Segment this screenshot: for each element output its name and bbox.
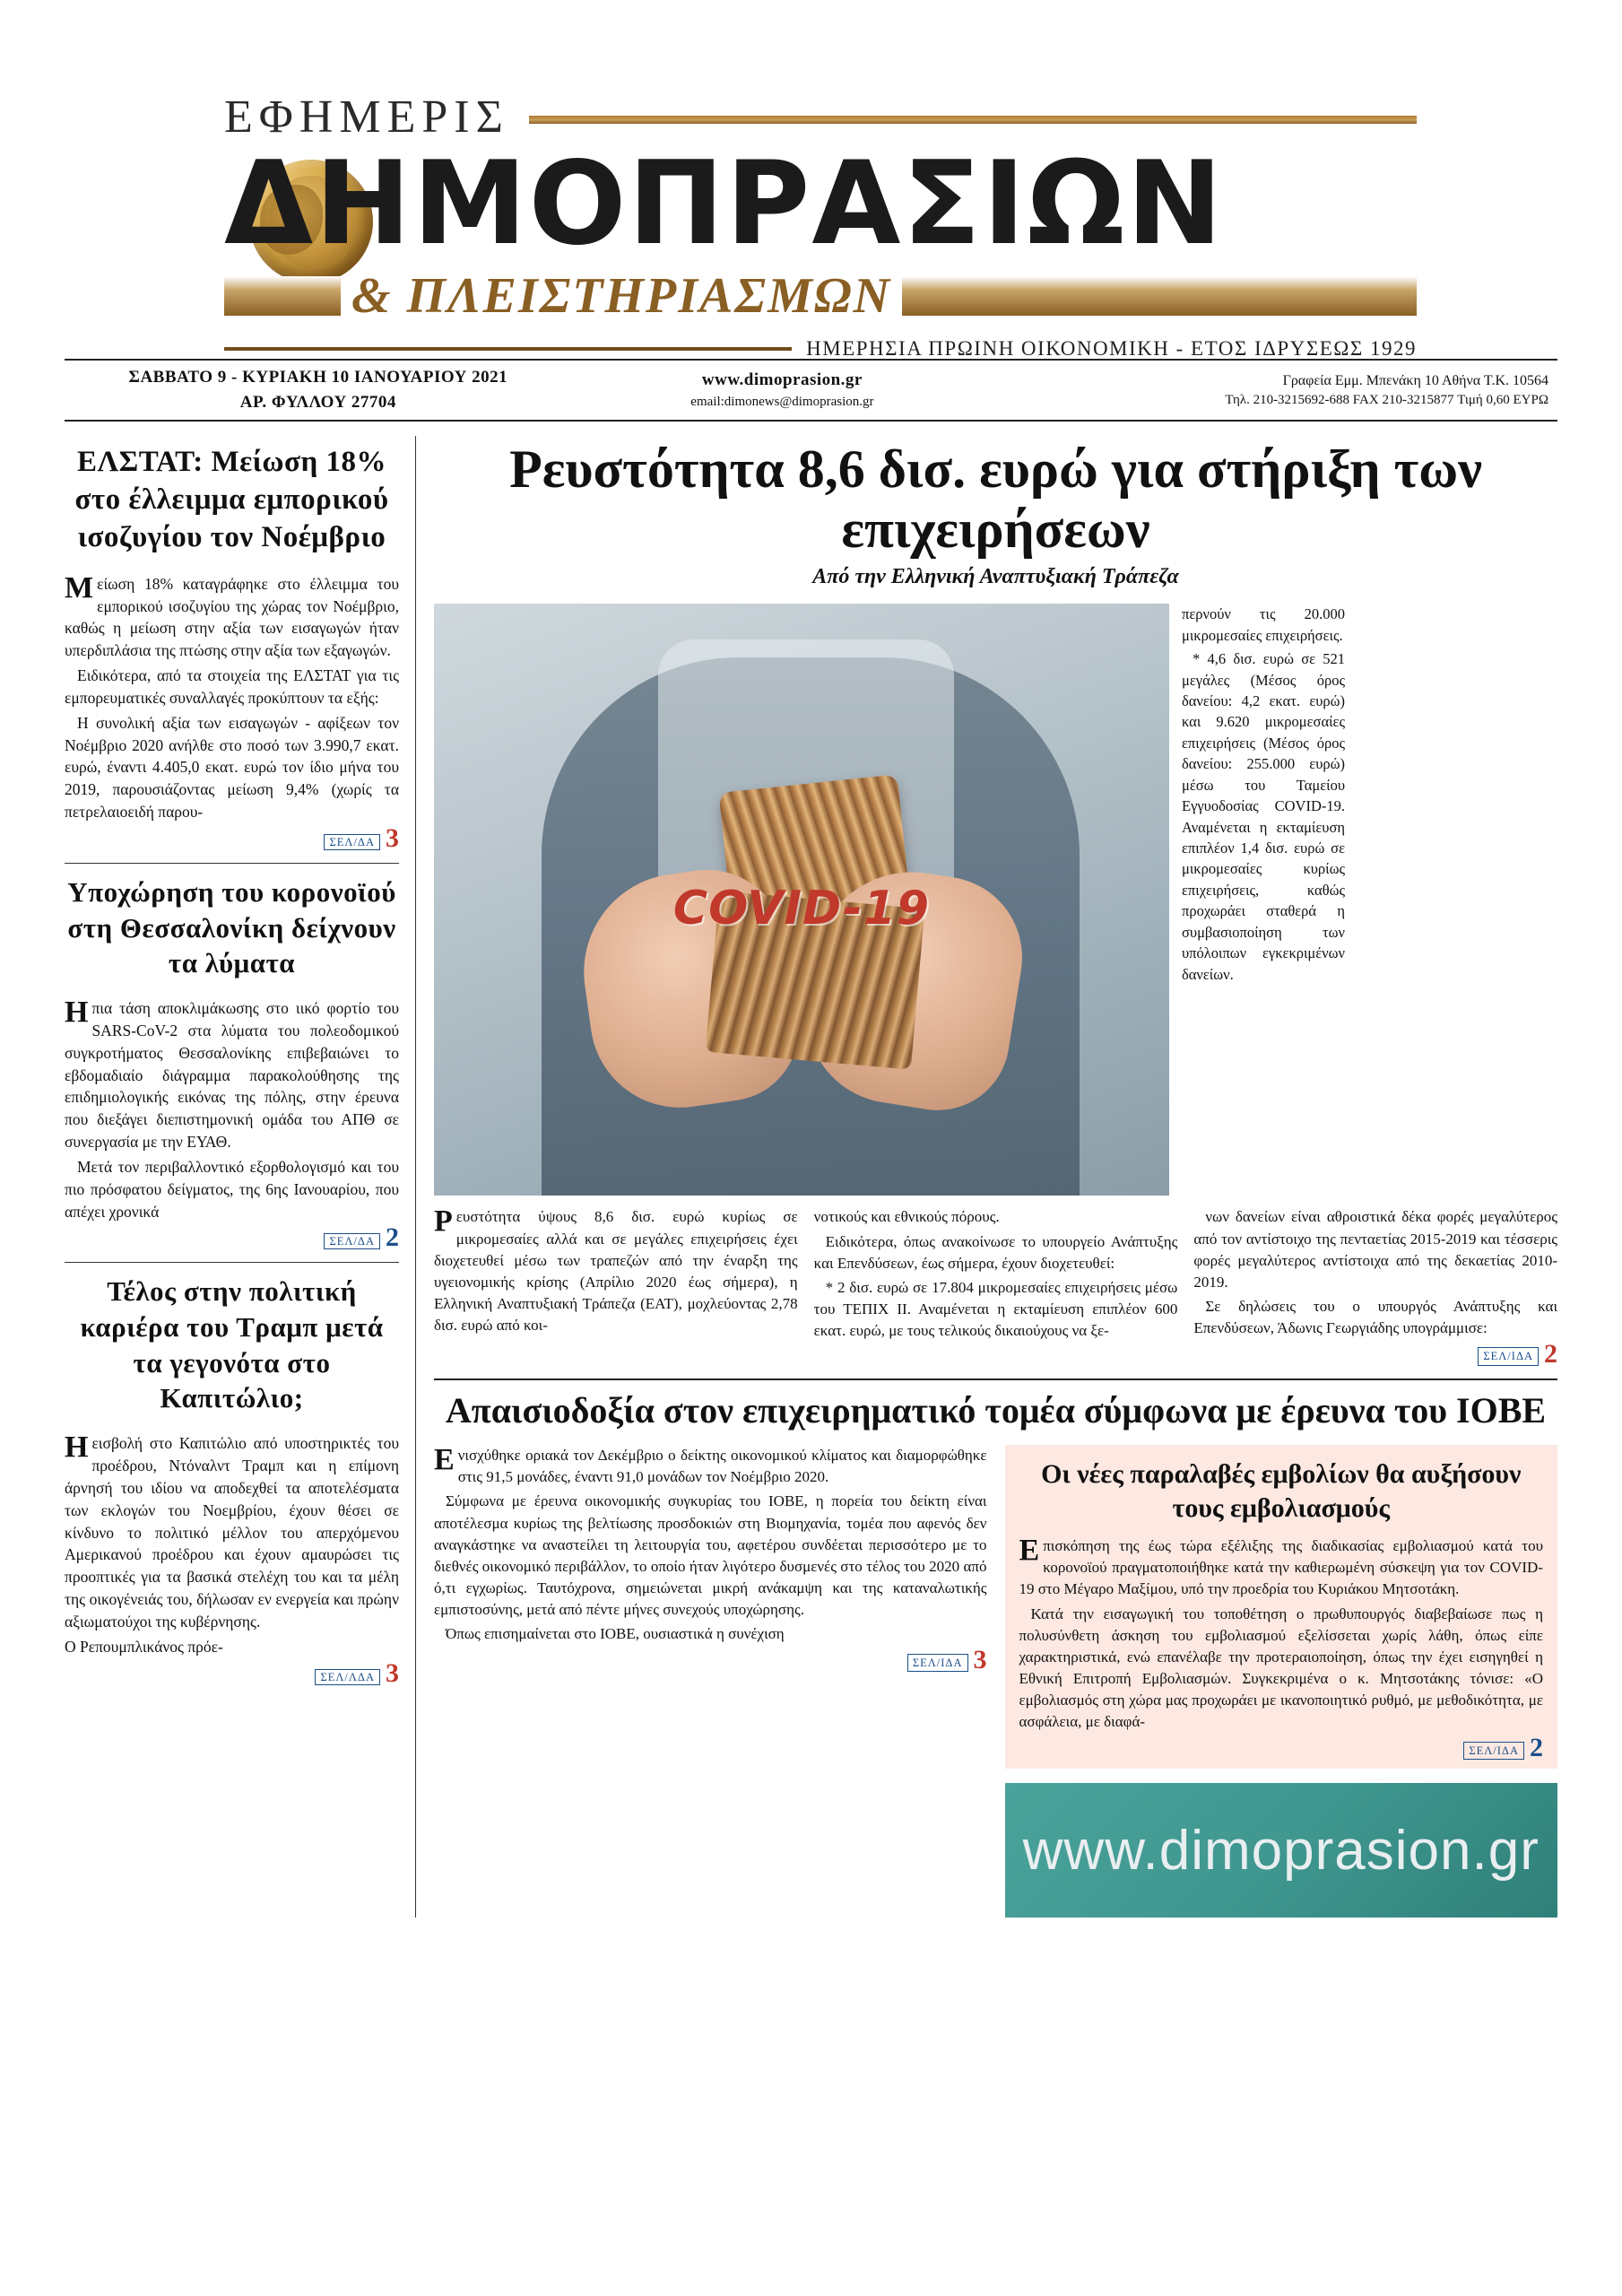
info-email[interactable]: email:dimonews@dimoprasion.gr <box>690 394 874 409</box>
continue-badge: ΣΕΛ/ΔΑ <box>324 1233 380 1249</box>
continue-badge: ΣΕΛ/ΙΔΑ <box>1478 1347 1539 1366</box>
dropcap: Ε <box>1019 1534 1040 1568</box>
paragraph: Σύμφωνα με έρευνα οικονομικής συγκυρίας του ΙΟΒΕ, η πορεία του δείκτη είναι αποτέλεσμα κυρίως της βελτίωσης προσδοκιών στη Βιομηχανία, τομέα που αφενός δεν αναγκάστηκε να αναστείλει τη λειτουργία του, αφετέρου συνδέεται περισσότερο με το διεθνές οικονομικό περιβάλλον, το οποίο ήταν λιγότερο δυσμενές στο τέλος του 2020 από ό,τι εγχωρίως. Ταυτόχρονα, σημειώνεται μικρή ανάκαμψη και της καταναλωτικής εμπιστοσύνης, μετά από πέντε μήνες συνεχούς υποχώρησης. <box>434 1492 987 1618</box>
left-article-1-continue[interactable] <box>65 822 399 853</box>
left-article-3-continue[interactable] <box>65 1657 399 1688</box>
paragraph <box>434 1445 987 1488</box>
covid-stamp-label: COVID-19 <box>672 882 931 936</box>
continue-badge: ΣΕΛ/ΔΑ <box>324 834 380 850</box>
masthead <box>0 0 1622 359</box>
vaccine-continue[interactable] <box>1019 1733 1544 1763</box>
masthead-title: ΔΗΜΟΠΡΑΣΙΩΝ <box>224 137 1225 271</box>
continue-badge: ΣΕΛ/ΙΔΑ <box>1463 1742 1524 1761</box>
paragraph: Όπως επισημαίνεται στο ΙΟΒΕ, ουσιαστικά η συνέχιση <box>446 1625 785 1643</box>
paragraph: * 4,6 δισ. ευρώ σε 521 μεγάλες (Μέσος όρος δανείου: 4,2 εκατ. ευρώ) και 9.620 μικρομεσαίες επιχειρήσεις (Μέσος όρος δανείου: 255.000 ευρώ) μέσω του Ταμείου Εγγυοδοσίας COVID-19. Αναμένεται η εκταμίευση επιπλέον 1,4 δισ. ευρώ σε μικρομεσαίες κυρίως επιχειρήσεις, καθώς προχωράει σταθερά η συμβασιοποίηση των υπόλοιπων εγκεκριμένων δανείων. <box>1182 650 1345 983</box>
masthead-subtitle-row <box>224 267 1417 325</box>
paragraph <box>434 1206 798 1336</box>
left-article-2-body <box>65 997 399 1222</box>
paragraph-text: πια τάση αποκλιμάκωσης στο ιικό φορτίο του SARS-CoV-2 στα λύματα του πολεοδομικού συγκροτήματος Θεσσαλονίκης επιβεβαιώνει το εβδομαδιαίο διάγραμμα παρακολούθησης της επιδημιολογικής εικόνας της πόλης, στην έρευνα που διεξάγει διεπιστημονική ομάδα του ΑΠΘ σε συνεργασία με την ΕΥΑΘ. <box>65 999 399 1152</box>
divider <box>65 863 399 864</box>
iobe-continue[interactable] <box>434 1645 987 1675</box>
paragraph-text: είωση 18% καταγράφηκε στο έλλειμμα του εμπορικού ισοζυγίου της χώρας τον Νοέμβριο, καθώς η μείωση στην αξία των εισαγωγών ήταν υπερδιπλάσια της πτώσης στην αξία των εξαγωγών. <box>65 574 399 660</box>
info-web-block <box>572 368 993 412</box>
continue-badge: ΣΕΛ/ΛΔΑ <box>315 1669 380 1685</box>
masthead-efimeris: ΕΦΗΜΕΡΙΣ <box>224 91 509 143</box>
paragraph <box>1019 1535 1544 1600</box>
left-article-3 <box>65 1274 399 1688</box>
main-continue[interactable] <box>1193 1339 1558 1370</box>
left-article-2-headline: Υποχώρηση του κορονοϊού στη Θεσσαλονίκη δείχνουν τα λύματα <box>67 875 396 979</box>
continue-page: 3 <box>386 1657 399 1688</box>
tagline-rule <box>224 347 792 351</box>
vaccine-box <box>1005 1445 1558 1769</box>
info-date-block <box>65 365 572 414</box>
left-column <box>65 436 416 1918</box>
paragraph: νων δανείων είναι αθροιστικά δέκα φορές μεγαλύτερος από τον αντίστοιχο της πενταετίας 2015-2019 και τέσσερις φορές μεγαλύτερος αντίστοιχα από της δεκαετίας 2010-2019. <box>1193 1208 1558 1291</box>
continue-page: 2 <box>1530 1733 1543 1763</box>
iobe-body <box>434 1445 987 1918</box>
masthead-subtitle: & ΠΛΕΙΣΤΗΡΙΑΣΜΩΝ <box>351 268 892 324</box>
paragraph: Ειδικότερα, όπως ανακοίνωσε το υπουργείο Ανάπτυξης και Επενδύσεων, έως σήμερα, έχουν διοχετευθεί: <box>813 1232 1178 1272</box>
paragraph-text: εισβολή στο Καπιτώλιο από υποστηρικτές του προέδρου, Ντόναλντ Τραμπ και η επίμονη άρνησή του ιδίου να αποδεχθεί τα αποτελέσματα των εκλογών του Νοεμβρίου, έχουν θέσει σε κίνδυνο το πολιτικό μέλλον του απερχόμενου Αμερικανού προέδρου και έχουν αμαυρώσει τις προοπτικές για τα βασικά στελέχη του και τα μέλη της οικογένειάς του, δήλωσαν εν ενεργεία και πρώην αξιωματούχοι της κυβέρνησης. <box>65 1434 399 1631</box>
continue-page: 2 <box>1544 1339 1558 1370</box>
main-col-1 <box>434 1206 798 1366</box>
main-subheadline: Από την Ελληνική Αναπτυξιακή Τράπεζα <box>812 565 1179 589</box>
paragraph: Ο Ρεπουμπλικάνος πρόε- <box>65 1637 223 1656</box>
paragraph <box>65 570 399 662</box>
paragraph: Ειδικότερα, από τα στοιχεία της ΕΛΣΤΑΤ για τις εμπορευματικές συναλλαγές προκύπτουν τα εξής: <box>65 666 399 707</box>
vaccine-headline: Οι νέες παραλαβές εμβολίων θα αυξήσουν τους εμβολιασμούς <box>1041 1459 1522 1523</box>
paragraph <box>65 997 399 1153</box>
continue-badge: ΣΕΛ/ΙΔΑ <box>907 1654 968 1673</box>
lower-row <box>434 1445 1557 1918</box>
divider <box>65 1262 399 1263</box>
left-article-3-headline: Τέλος στην πολιτική καριέρα του Τραμπ μετά τα γεγονότα στο Καπιτώλιο; <box>80 1275 384 1414</box>
continue-page: 3 <box>386 822 399 853</box>
masthead-bar-left <box>224 276 341 316</box>
vaccine-section <box>1005 1445 1558 1918</box>
continue-page: 2 <box>386 1222 399 1253</box>
paragraph-text: ευστότητα ύψους 8,6 δισ. ευρώ κυρίως σε μικρομεσαίες αλλά και σε μεγάλες επιχειρήσεις έχει διοχετευθεί μέσω των τραπεζών από την έναρξη της υγειονομικής κρίσης (Απρίλιο 2020 έως σήμερα), η Ελληνική Αναπτυξιακή Τράπεζα (ΕΑΤ), μοχλεύοντας 2,78 δισ. ευρώ από κοι- <box>434 1208 798 1334</box>
iobe-headline: Απαισιοδοξία στον επιχειρηματικό τομέα σύμφωνα με έρευνα του ΙΟΒΕ <box>445 1390 1547 1431</box>
info-date: ΣΑΒΒΑΤΟ 9 - ΚΥΡΙΑΚΗ 10 ΙΑΝΟΥΑΡΙΟΥ 2021 <box>128 368 508 387</box>
info-contact: Τηλ. 210-3215692-688 FAX 210-3215877 Τιμή 0,60 ΕΥΡΩ <box>1225 392 1548 407</box>
info-contact-block <box>993 370 1557 411</box>
lead-photo <box>434 604 1169 1196</box>
dropcap: Η <box>65 1431 89 1465</box>
under-photo-columns <box>434 1205 1558 1370</box>
left-article-3-body <box>65 1432 399 1657</box>
info-issue: ΑΡ. ΦΥΛΛΟΥ 27704 <box>239 393 396 412</box>
paragraph-text: πισκόπηση της έως τώρα εξέλιξης της διαδικασίας εμβολιασμού κατά του κορονοϊού πραγματοποιήθηκε κατά την καθιερωμένη σύσκεψη για τον COVID-19 στο Μέγαρο Μαξίμου, υπό την προεδρία του Κυριάκου Μητσοτάκη. <box>1019 1537 1543 1598</box>
main-column <box>416 436 1557 1918</box>
left-article-2 <box>65 874 399 1253</box>
masthead-efimeris-row <box>224 90 1417 144</box>
paragraph: Σε δηλώσεις του ο υπουργός Ανάπτυξης και Επενδύσεων, Άδωνις Γεωργιάδης υπογράμμισε: <box>1193 1297 1558 1336</box>
masthead-tagline-row <box>224 337 1417 361</box>
dropcap: Ρ <box>434 1205 453 1239</box>
website-banner-text: www.dimoprasion.gr <box>1022 1819 1540 1882</box>
dropcap: Μ <box>65 570 94 604</box>
info-bar <box>65 359 1557 422</box>
website-banner[interactable] <box>1005 1783 1558 1918</box>
info-office: Γραφεία Εμμ. Μπενάκη 10 Αθήνα Τ.Κ. 10564 <box>1282 372 1548 388</box>
photo-side-text <box>1182 604 1345 1196</box>
paragraph: Μετά τον περιβαλλοντικό εξορθολογισμό και του πιο πρόσφατου δείγματος, της 6ης Ιανουαρίου, που απέχει χρονικά <box>65 1157 399 1221</box>
vaccine-body <box>1019 1534 1544 1763</box>
main-col-3 <box>1193 1206 1558 1370</box>
paragraph: περνούν τις 20.000 μικρομεσαίες επιχειρήσεις. <box>1182 605 1345 644</box>
masthead-bar-right <box>902 276 1417 316</box>
paragraph: * 2 δισ. ευρώ σε 17.804 μικρομεσαίες επιχειρήσεις μέσω του ΤΕΠΙΧ ΙΙ. Αναμένεται η εκταμίευση επιπλέον 600 εκατ. ευρώ, με τους τελικούς δικαιούχους να ξε- <box>813 1278 1178 1339</box>
paragraph: Η συνολική αξία των εισαγωγών - αφίξεων τον Νοέμβριο 2020 ανήλθε στο ποσό των 3.990,7 εκατ. ευρώ, έναντι 4.405,0 εκατ. ευρώ τον ίδιο μήνα του 2019, παρουσιάζοντας μείωση 9,4% (χωρίς τα πετρελαιοειδή παρου- <box>65 713 399 822</box>
paragraph: νοτικούς και εθνικούς πόρους. <box>813 1208 1000 1226</box>
left-article-1 <box>65 443 399 853</box>
info-website[interactable]: www.dimoprasion.gr <box>701 370 863 390</box>
dropcap: Η <box>65 996 89 1029</box>
paragraph-text: νισχύθηκε οριακά τον Δεκέμβριο ο δείκτης οικονομικού κλίματος και διαμορφώθηκε στις 91,5 μονάδες, έναντι 91,0 μονάδων τον Νοέμβριο 2020. <box>457 1447 987 1486</box>
paragraph: Κατά την εισαγωγική του τοποθέτηση ο πρωθυπουργός διαβεβαίωσε πως η πολυσύνθετη άσκηση του εμβολιασμού εξελίσσεται χωρίς λάθη, όπως είπε χαρακτηριστικά, ενώ επανέλαβε την προτεραιοποίηση, όπως την έχει εισηγηθεί η Εθνική Επιτροπή Εμβολιασμών. Συγκεκριμένα ο κ. Μητσοτάκης τόνισε: «Ο εμβολιασμός στη χώρα μας προχωράει με ικανοποιητικό ρυθμό, με μεθοδικότητα, με ασφάλεια, με διαφά- <box>1019 1605 1543 1731</box>
dropcap: Ε <box>434 1443 455 1477</box>
left-article-1-body <box>65 570 399 823</box>
page-content <box>65 422 1557 1918</box>
paragraph <box>65 1432 399 1633</box>
left-article-2-continue[interactable] <box>65 1222 399 1253</box>
main-col-2 <box>814 1206 1178 1366</box>
masthead-rule <box>529 116 1417 124</box>
divider <box>434 1378 1557 1380</box>
left-article-1-headline: ΕΛΣΤΑΤ: Μείωση 18% στο έλλειμμα εμπορικού ισοζυγίου τον Νοέμβριο <box>74 446 389 554</box>
masthead-tagline: ΗΜΕΡΗΣΙΑ ΠΡΩΙΝΗ ΟΙΚΟΝΟΜΙΚΗ - ΕΤΟΣ ΙΔΡΥΣΕΩΣ 1929 <box>806 337 1417 360</box>
main-headline: Ρευστότητα 8,6 δισ. ευρώ για στήριξη των επιχειρήσεων <box>509 439 1482 560</box>
continue-page: 3 <box>973 1645 987 1675</box>
photo-row <box>434 604 1557 1196</box>
